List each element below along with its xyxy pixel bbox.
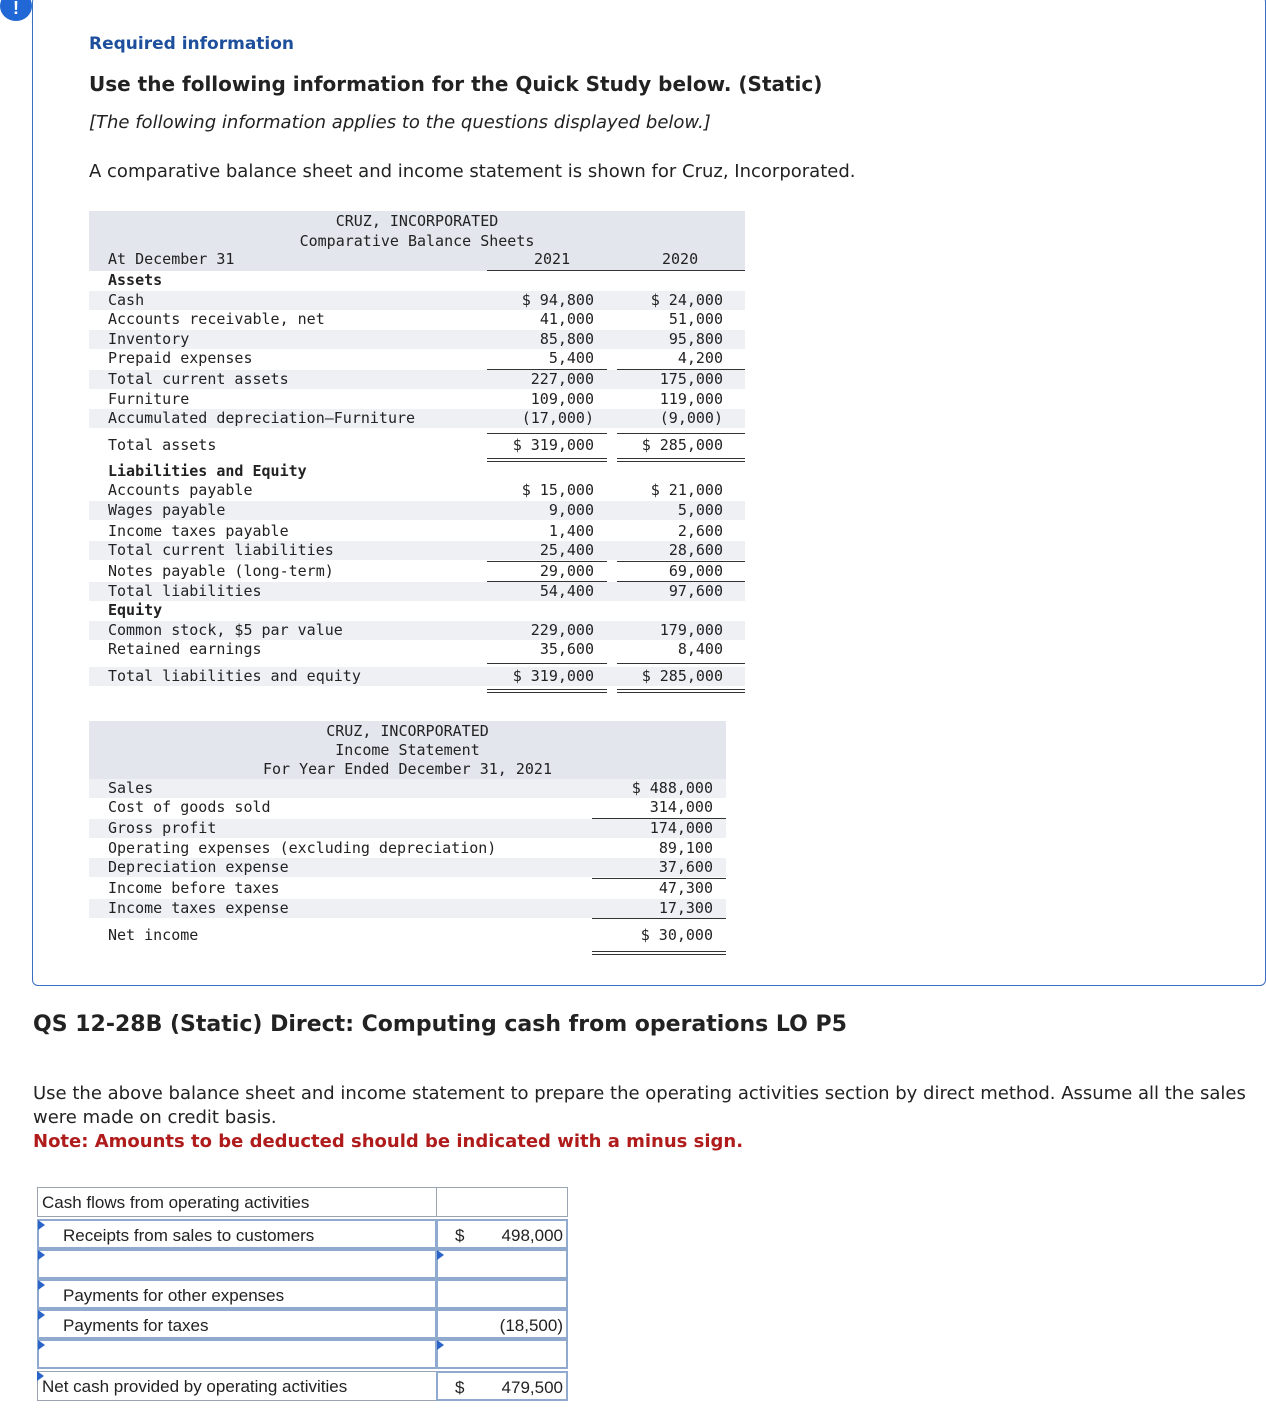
bs-row-label: Total current assets — [108, 370, 289, 388]
bs-value-2020: $ 24,000 — [650, 291, 723, 309]
is-row-label: Income before taxes — [108, 879, 280, 897]
answer-row — [37, 1279, 568, 1309]
question-instructions: Use the above balance sheet and income statement to prepare the operating activities section by direct method. Assume all the sales were made on credit basis. — [33, 1083, 1246, 1128]
is-row-value: 37,600 — [658, 858, 713, 876]
bs-row-label: Common stock, $5 par value — [108, 621, 343, 639]
bs-value-2020: 4,200 — [677, 349, 723, 367]
bs-company: CRUZ, INCORPORATED — [335, 212, 499, 230]
bs-title: Comparative Balance Sheets — [299, 232, 535, 250]
bs-value-2021: 1,400 — [548, 522, 594, 540]
income-statement — [89, 721, 726, 961]
is-row-label: Depreciation expense — [108, 858, 289, 876]
question-note: Note: Amounts to be deducted should be indicated with a minus sign. — [33, 1131, 744, 1152]
total-amount: 479,500 — [501, 1378, 563, 1397]
bs-value-2020: 2,600 — [677, 522, 723, 540]
is-row-label: Operating expenses (excluding depreciation) — [108, 839, 497, 857]
is-company: CRUZ, INCORPORATED — [326, 722, 489, 740]
row-label-input[interactable] — [37, 1249, 437, 1279]
row-label: Payments for other expenses — [63, 1286, 285, 1305]
bs-value-2020: 119,000 — [659, 390, 723, 408]
bs-row-label: Cash — [108, 291, 145, 309]
bs-value-2020: 5,000 — [677, 501, 723, 519]
is-title: Income Statement — [335, 741, 480, 759]
question-title: QS 12-28B (Static) Direct: Computing cash from operations LO P5 — [33, 1012, 847, 1037]
total-label: Net cash provided by operating activities — [42, 1377, 348, 1396]
alert-icon: ! — [0, 0, 32, 21]
bs-value-2021: $ 319,000 — [512, 667, 594, 685]
row-amount-input[interactable] — [436, 1309, 568, 1339]
required-info-title: Required information — [89, 34, 295, 54]
bs-value-2021: 5,400 — [548, 349, 594, 367]
balance-sheet — [89, 211, 745, 691]
bs-row-label: Total current liabilities — [108, 541, 334, 559]
row-amount-input[interactable] — [436, 1339, 568, 1369]
is-row-label: Gross profit — [108, 819, 217, 837]
bs-value-2021: 9,000 — [548, 501, 594, 519]
bs-value-2021: $ 15,000 — [521, 481, 594, 499]
bs-col-2021: 2021 — [534, 250, 571, 268]
bs-value-2021: 29,000 — [539, 562, 594, 580]
bs-value-2020: $ 21,000 — [650, 481, 723, 499]
is-row-label: Cost of goods sold — [108, 798, 271, 816]
bs-value-2021: 227,000 — [530, 370, 594, 388]
bs-value-2021: 85,800 — [539, 330, 594, 348]
bs-row-label: Total liabilities and equity — [108, 667, 361, 685]
row-dollar: $ — [455, 1226, 465, 1245]
bs-row-label: Furniture — [108, 390, 190, 408]
row-label-input[interactable] — [37, 1219, 437, 1249]
row-marker-icon — [38, 1220, 45, 1230]
row-label-input[interactable] — [37, 1339, 437, 1369]
bs-value-2020: (9,000) — [659, 409, 723, 427]
row-marker-icon — [38, 1310, 45, 1320]
bs-row-label: Total liabilities — [108, 582, 262, 600]
bs-row-label: Total assets — [108, 436, 217, 454]
row-marker-icon — [38, 1340, 45, 1350]
row-amount-input[interactable] — [436, 1249, 568, 1279]
bs-value-2020: 8,400 — [677, 640, 723, 658]
bs-value-2020: 97,600 — [668, 582, 723, 600]
bs-value-2021: $ 94,800 — [521, 291, 594, 309]
bs-value-2020: $ 285,000 — [641, 436, 723, 454]
total-amount-input[interactable] — [436, 1371, 568, 1401]
row-marker-icon — [38, 1280, 45, 1290]
is-row-label: Income taxes expense — [108, 899, 289, 917]
total-dollar: $ — [455, 1378, 465, 1397]
is-row-label: Net income — [108, 926, 199, 944]
row-label-input[interactable] — [37, 1279, 437, 1309]
use-info-title: Use the following information for the Quick Study below. (Static) — [89, 72, 823, 96]
bs-row-label: Income taxes payable — [108, 522, 289, 540]
row-label: Receipts from sales to customers — [63, 1226, 315, 1245]
is-row-value: $ 488,000 — [631, 779, 713, 797]
bs-value-2020: 179,000 — [659, 621, 723, 639]
bs-value-2021: 41,000 — [539, 310, 594, 328]
bs-value-2020: 28,600 — [668, 541, 723, 559]
answer-row — [37, 1249, 568, 1279]
bs-value-2020: 51,000 — [668, 310, 723, 328]
answer-row — [37, 1219, 568, 1249]
bs-date-label: At December 31 — [108, 250, 235, 268]
bs-row-label: Retained earnings — [108, 640, 262, 658]
is-row-value: 314,000 — [649, 798, 713, 816]
bs-assets-heading: Assets — [108, 271, 163, 289]
bs-row-label: Accounts receivable, net — [108, 310, 325, 328]
bs-row-label: Accumulated depreciation—Furniture — [108, 409, 416, 427]
bs-row-label: Prepaid expenses — [108, 349, 253, 367]
bs-equity-heading: Equity — [108, 601, 163, 619]
is-row-value: $ 30,000 — [640, 926, 713, 944]
bs-value-2020: 95,800 — [668, 330, 723, 348]
row-label: Payments for taxes — [63, 1316, 209, 1335]
is-row-value: 174,000 — [649, 819, 713, 837]
is-row-value: 47,300 — [658, 879, 713, 897]
answer-header: Cash flows from operating activities — [42, 1193, 310, 1212]
intro-text: A comparative balance sheet and income statement is shown for Cruz, Incorporated. — [89, 161, 856, 182]
row-marker-icon — [38, 1250, 45, 1260]
bs-value-2021: 25,400 — [539, 541, 594, 559]
bs-value-2021: (17,000) — [521, 409, 594, 427]
row-marker-icon — [437, 1250, 444, 1260]
is-row-value: 17,300 — [658, 899, 713, 917]
bs-value-2021: $ 319,000 — [512, 436, 594, 454]
bs-row-label: Wages payable — [108, 501, 226, 519]
bs-row-label: Notes payable (long-term) — [108, 562, 334, 580]
row-amount-input[interactable] — [436, 1279, 568, 1309]
bs-value-2020: 175,000 — [659, 370, 723, 388]
bs-value-2021: 35,600 — [539, 640, 594, 658]
bs-value-2021: 109,000 — [530, 390, 594, 408]
applies-note: [The following information applies to the questions displayed below.] — [89, 112, 711, 133]
is-row-value: 89,100 — [658, 839, 713, 857]
bs-row-label: Inventory — [108, 330, 190, 348]
row-marker-icon — [437, 1340, 444, 1350]
row-amount: (18,500) — [499, 1316, 563, 1335]
answer-row — [37, 1339, 568, 1369]
total-row — [37, 1371, 568, 1401]
bs-value-2020: $ 285,000 — [641, 667, 723, 685]
row-label-input[interactable] — [37, 1309, 437, 1339]
bs-value-2020: 69,000 — [668, 562, 723, 580]
bs-row-label: Accounts payable — [108, 481, 253, 499]
bs-value-2021: 54,400 — [539, 582, 594, 600]
row-amount-input[interactable] — [436, 1219, 568, 1249]
is-row-label: Sales — [108, 779, 154, 797]
bs-value-2021: 229,000 — [530, 621, 594, 639]
row-amount: 498,000 — [501, 1226, 563, 1245]
is-period: For Year Ended December 31, 2021 — [263, 760, 552, 778]
bs-liab-heading: Liabilities and Equity — [108, 462, 307, 480]
answer-row — [37, 1309, 568, 1339]
bs-col-2020: 2020 — [662, 250, 699, 268]
